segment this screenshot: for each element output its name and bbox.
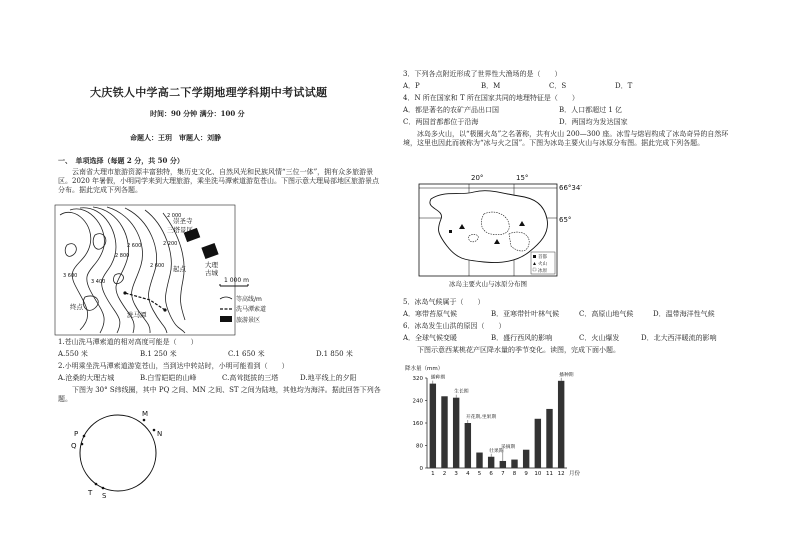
label-lake: 洗马潭 [127,311,147,319]
legend-contour: 等高线/m [236,296,262,303]
contour-2600a: 2 600 [127,243,142,249]
iceland-map [419,174,582,288]
point-n: N [157,430,163,438]
bar-4 [465,423,471,468]
q3-option-c[interactable]: C．S [549,82,567,90]
bar-3 [453,398,459,468]
x-tick-label: 6 [489,471,493,477]
x-tick-label: 9 [524,471,528,477]
point-m: M [142,410,149,418]
lat-65: 65° [559,216,572,224]
legend-icefield: 冰原 [538,269,547,274]
q4-option-d[interactable]: D．两国均为发达国家 [559,118,628,126]
q1-text: 1.苍山洗马潭索道的相对高度可能是（ ） [58,338,198,346]
q1-option-d[interactable]: D.1 850 米 [316,350,353,358]
q1-option-c[interactable]: C.1 650 米 [228,350,265,358]
q5-option-d[interactable]: D．温带海洋性气候 [653,310,715,318]
x-tick-label: 3 [454,471,458,477]
bar-5 [476,453,482,468]
y-tick-label: 320 [412,376,423,382]
q2-option-d[interactable]: D.地平线上的夕阳 [300,374,357,382]
q3-option-d[interactable]: D．T [615,82,633,90]
q2-option-b[interactable]: B.白雪皑皑的山峰 [140,374,197,382]
q2-option-a[interactable]: A.沧桑的大理古城 [58,374,115,382]
bar-8 [511,460,517,468]
x-tick-label: 8 [512,471,517,477]
x-axis-label: 月份 [569,471,581,477]
annotation-label: 采摘期 [500,444,516,450]
q1-option-b[interactable]: B.1 250 米 [140,350,177,358]
annotation-label: 播种期 [430,375,446,381]
x-tick-label: 1 [431,471,435,477]
iceland-intro: 冰岛多火山，以“极圈火岛”之名著称，共有火山 200—300 座。冰雪与熔岩构成了冰岛奇异的自然环境，这里也因此而被称为“冰与火之国”。下图为冰岛主要火山与冰原分布图。据此完成下列各题。 [403,130,729,147]
annotation-label: 壮果期 [489,448,504,454]
contour-2000: 2 000 [167,213,182,219]
section-heading: 一、 单项选择（每题 2 分，共 50 分） [58,156,184,165]
bar-6 [488,457,494,468]
x-tick-label: 12 [557,471,565,477]
x-tick-label: 2 [442,471,447,477]
x-tick-label: 11 [546,471,553,477]
y-tick-label: 240 [412,398,423,405]
contour-2200: 2 200 [163,241,178,247]
fig2-intro: 下图为 30° S纬线圈，其中 PQ 之间、MN 之间、ST 之间为陆地，其他均为海洋。据此回答下列各题。 [58,386,381,403]
x-tick-label: 4 [466,471,470,477]
contour-3600: 3 600 [63,273,78,279]
legend-scenic: 旅游景区 [236,317,261,324]
q5-option-c[interactable]: C．高原山地气候 [579,310,634,318]
exam-title: 大庆铁人中学高二下学期地理学科期中考试试题 [90,86,328,99]
contour-3400: 3 400 [91,279,106,285]
annotation-label: 开花期,坐果期 [465,415,497,420]
exam-authors: 命题人：王玥 审题人：刘静 [130,133,221,142]
q4-option-a[interactable]: A．都是著名的农矿产品出口国 [403,106,500,114]
precipitation-chart [405,364,585,490]
q5-text: 5．冰岛气候属于（ ） [403,298,485,306]
q6-option-c[interactable]: C．火山爆发 [579,334,620,342]
annotation-label: 生长期 [454,389,469,395]
point-t: T [88,489,93,497]
x-tick-label: 5 [477,471,482,477]
q3-option-b[interactable]: B．M [481,82,501,90]
y-axis-label: 降水量（mm） [405,366,444,372]
topo-legend [218,275,298,335]
label-city2: 古城 [205,269,218,277]
q2-text: 2.小明乘坐洗马潭索道游览苍山，当到达中转站时，小明可能看到（ ） [58,362,289,370]
point-p: P [74,430,79,438]
chart-intro: 下图示意西某桃花产区降水量的季节变化。读图，完成下面小题。 [417,346,620,354]
bar-9 [523,450,529,468]
q1-option-a[interactable]: A.550 米 [58,350,88,358]
q4-option-c[interactable]: C．两国首都都位于沿海 [403,118,479,126]
legend-cableway: 洗马潭索道 [236,306,267,313]
legend-volcano: 火山 [538,262,547,267]
q6-text: 6．冰岛发生山洪的原因（ ） [403,322,506,330]
latitude-circle [68,408,178,498]
lon-15: 15° [516,174,529,182]
legend-scale: 1 000 m [224,277,249,284]
label-end: 终点 [70,303,83,311]
q3-option-a[interactable]: A．P [403,82,420,90]
bar-10 [535,419,541,468]
q6-option-a[interactable]: A．全球气候变暖 [403,334,458,342]
iceland-caption: 冰岛主要火山与冰原分布图 [449,280,527,288]
bar-2 [441,396,447,468]
q3-text: 3．下列各点附近形成了世界性大渔场的是（ ） [403,70,562,78]
lat-6634: 66°34′ [559,184,582,192]
contour-2600b: 2 600 [150,263,165,269]
bar-12 [558,381,564,468]
y-tick-label: 160 [412,421,423,427]
bar-1 [430,384,436,468]
q6-option-d[interactable]: D．北大西洋暖流的影响 [641,334,717,342]
label-temple2: 三塔景区 [167,226,193,234]
contour-2800: 2 800 [115,253,130,259]
label-temple: 崇圣寺 [173,217,193,225]
q6-option-b[interactable]: B．盛行西风的影响 [491,334,553,342]
exam-time-score: 时间：90 分钟 满分：100 分 [150,109,245,118]
label-city: 大理 [205,261,218,269]
bar-7 [500,461,506,468]
point-s: S [102,492,107,500]
x-tick-label: 10 [534,471,542,477]
q4-option-b[interactable]: B．人口都超过 1 亿 [559,106,623,114]
point-q: Q [71,442,77,450]
q5-option-a[interactable]: A．寒带苔原气候 [403,310,458,318]
section-intro: 云南省大理市旅游资源丰富独特，集历史文化、自然风光和民族风情“三位一体”，拥有众多旅游景区。2020 年暑假，小明同学来到大理旅游，乘坐洗马潭索道游览苍山。下图示意大理局部地区旅游景点分布。据此完成下列各题。 [58,168,380,194]
annotation-label: 播种期 [559,372,574,378]
q2-option-c[interactable]: C.高耸挺拔的三塔 [222,374,279,382]
x-tick-label: 7 [501,471,505,477]
legend-capital: 首都 [538,255,547,260]
label-start: 起点 [173,265,186,273]
topo-map [55,205,235,335]
y-tick-label: 0 [419,466,423,472]
q4-text: 4．N 所在国家和 T 所在国家共同的地理特征是（ ） [403,94,579,102]
y-tick-label: 80 [416,443,423,450]
q5-option-b[interactable]: B．亚寒带针叶林气候 [491,310,560,318]
bar-11 [546,409,552,468]
lon-20: 20° [471,174,484,182]
